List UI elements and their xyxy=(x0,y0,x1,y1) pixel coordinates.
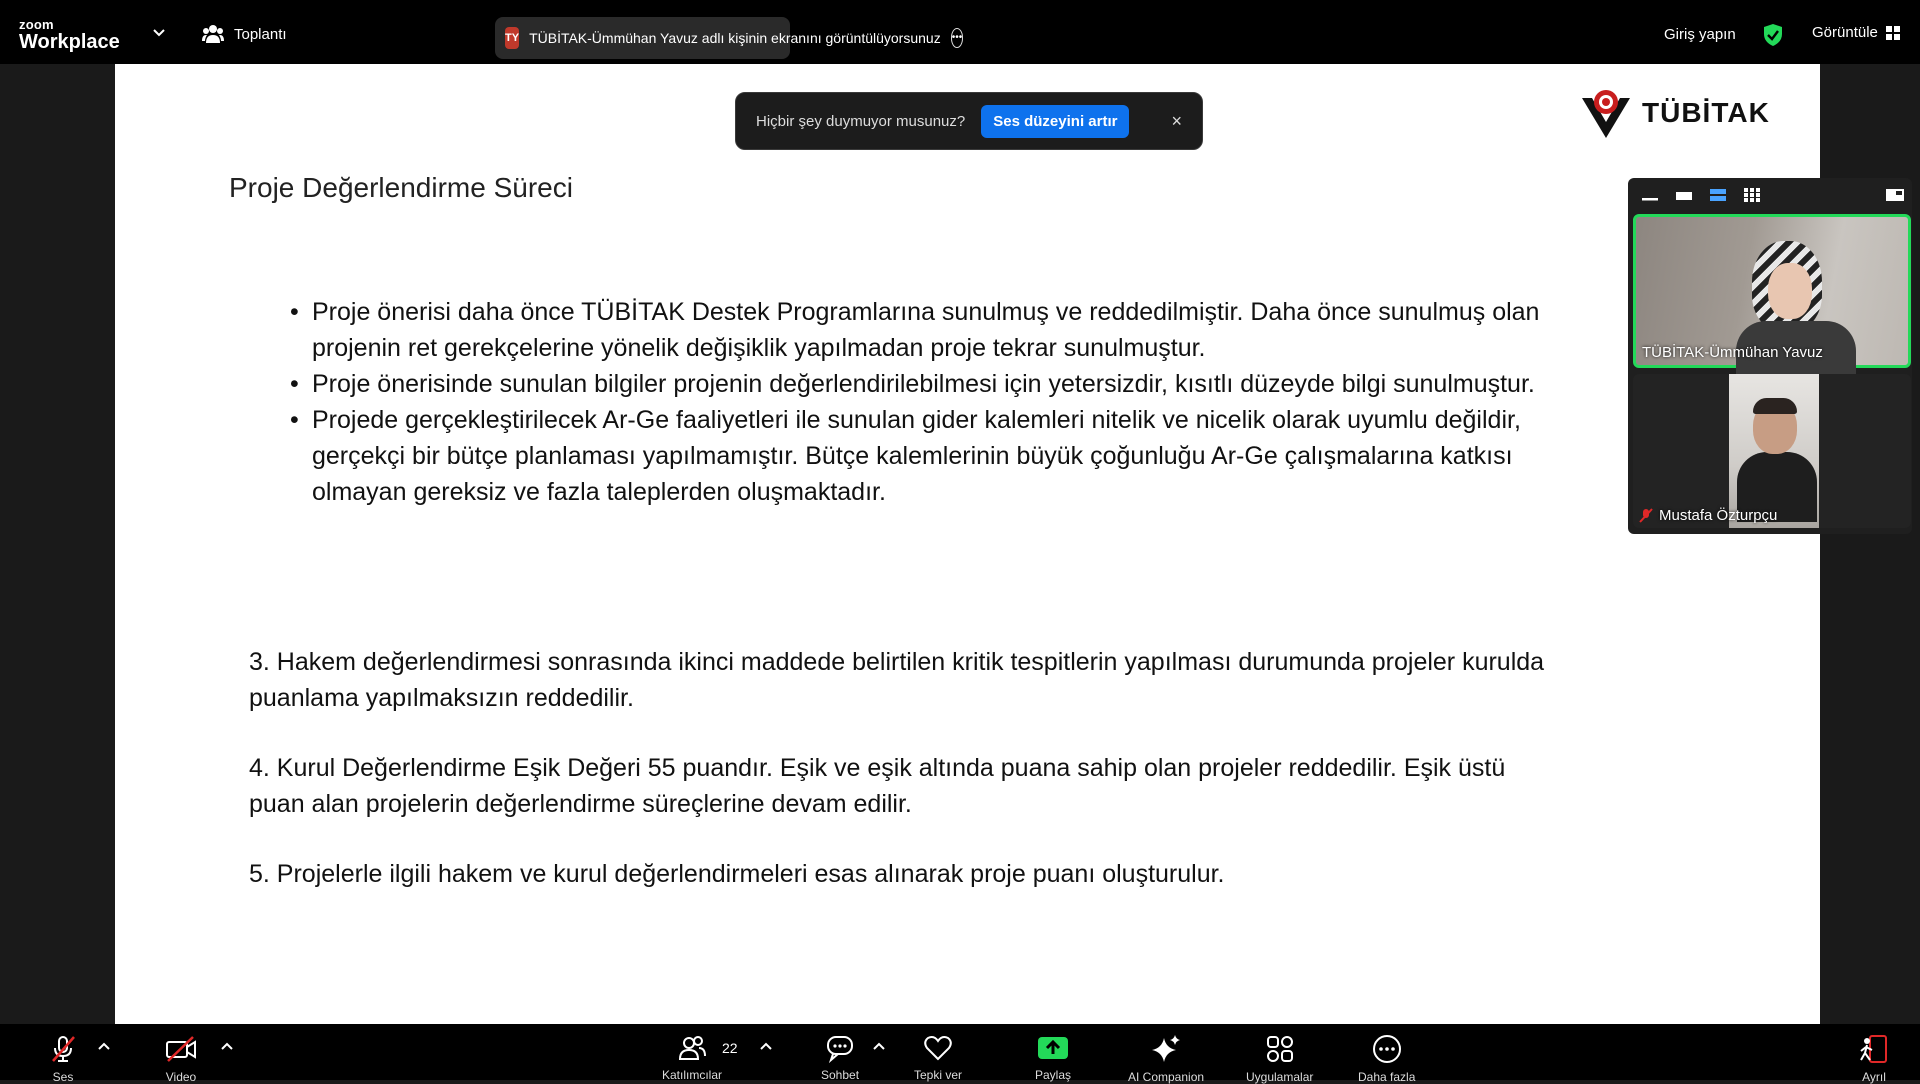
participants-button[interactable] xyxy=(662,1034,722,1082)
gallery-toolbar xyxy=(1628,178,1912,212)
security-shield-icon[interactable] xyxy=(1762,23,1784,47)
view-label: Görüntüle xyxy=(1812,24,1878,41)
top-bar xyxy=(0,0,1920,64)
people-icon xyxy=(202,24,224,44)
participant-name-text: Mustafa Özturpçu xyxy=(1659,507,1778,524)
chevron-up-icon[interactable] xyxy=(221,1042,233,1050)
video-tile[interactable] xyxy=(1633,374,1911,528)
leave-label: Ayrıl xyxy=(1862,1070,1886,1084)
more-options-icon[interactable]: ••• xyxy=(951,28,964,48)
screen-share-indicator[interactable] xyxy=(495,17,963,59)
leave-icon xyxy=(1858,1034,1890,1064)
slide-title: Proje Değerlendirme Süreci xyxy=(229,172,573,203)
mic-muted-icon xyxy=(48,1034,78,1064)
leave-button[interactable] xyxy=(1858,1034,1890,1084)
apps-label: Uygulamalar xyxy=(1246,1070,1314,1084)
bullet-item: • Proje önerisi daha önce TÜBİTAK Destek Programlarına sunulmuş ve reddedilmiştir. Daha önce sunulmuş olan projenin ret gerekçelerine yönelik değişiklik yapılmadan proje tekrar sunulmuştur. xyxy=(290,294,1580,366)
sharer-avatar: TY xyxy=(505,27,519,49)
more-label: Daha fazla xyxy=(1358,1070,1416,1084)
stack-view-icon[interactable] xyxy=(1710,188,1726,202)
participant-name xyxy=(1639,507,1777,524)
audio-label: Ses xyxy=(52,1070,74,1084)
shared-screen-area xyxy=(0,64,1920,1024)
meeting-label: Toplantı xyxy=(234,25,287,43)
notice-text: Hiçbir şey duymuyor musunuz? xyxy=(756,112,966,130)
paragraph-3: 3. Hakem değerlendirmesi sonrasında ikinci maddede belirtilen kritik tespitlerin yapılması durumunda projeler kurulda puanlama yapılmaksızın reddedilir. xyxy=(249,648,1545,712)
zoom-logo xyxy=(19,18,120,52)
bullet-item: • Proje önerisinde sunulan bilgiler projenin değerlendirilebilmesi için yetersizdir, kısıtlı düzeyde bilgi sunulmuştur. xyxy=(290,366,1580,402)
side-panel-icon[interactable] xyxy=(1886,188,1904,202)
participant-face xyxy=(1768,263,1812,319)
reactions-button[interactable] xyxy=(914,1034,962,1082)
chat-label: Sohbet xyxy=(821,1068,860,1082)
bullet-item: • Projede gerçekleştirilecek Ar-Ge faaliyetleri ile sunulan gider kalemleri nitelik ve nicelik olarak uyumlu değildir, gerçekçi bir bütçe planlaması yapılmamıştır. Bütçe kalemlerinin büyük çoğunluğu Ar-Ge çalışmalarına katkısı olmayan gereksiz ve fazla taleplerden oluşmaktadır. xyxy=(290,402,1580,510)
gallery-grid-icon[interactable] xyxy=(1744,188,1760,202)
participant-hair xyxy=(1753,398,1797,414)
chat-button[interactable] xyxy=(821,1034,859,1082)
chevron-down-icon[interactable] xyxy=(152,28,166,38)
participant-gallery xyxy=(1628,178,1912,534)
participants-icon xyxy=(678,1034,706,1062)
video-off-icon xyxy=(164,1034,198,1064)
reactions-label: Tepki ver xyxy=(914,1068,963,1082)
single-view-icon[interactable] xyxy=(1676,188,1692,202)
participants-count: 22 xyxy=(722,1040,738,1056)
paragraph-5: 5. Projelerle ilgili hakem ve kurul değerlendirmeleri esas alınarak proje puanı oluşturulur. xyxy=(249,860,1225,888)
participants-label: Katılımcılar xyxy=(662,1068,723,1082)
apps-button[interactable] xyxy=(1246,1034,1313,1084)
tubitak-logo xyxy=(1580,86,1770,140)
bullet-list xyxy=(290,294,1580,510)
more-icon xyxy=(1371,1034,1403,1064)
signin-link[interactable]: Giriş yapın xyxy=(1664,26,1736,43)
meeting-toolbar xyxy=(0,1024,1920,1084)
grid-icon xyxy=(1886,26,1900,40)
chevron-up-icon[interactable] xyxy=(873,1042,885,1050)
chat-icon xyxy=(825,1034,855,1062)
more-button[interactable] xyxy=(1358,1034,1415,1084)
audio-button[interactable] xyxy=(48,1034,78,1084)
video-tile-active-speaker[interactable] xyxy=(1633,214,1911,368)
paragraph-4: 4. Kurul Değerlendirme Eşik Değeri 55 puandır. Eşik ve eşik altında puana sahip olan projeler reddedilir. Eşik üstü puan alan projelerin değerlendirme süreçlerine devam edilir. xyxy=(249,754,1506,818)
heart-icon xyxy=(923,1034,953,1062)
participant-name xyxy=(1642,344,1823,361)
logo-workplace: Workplace xyxy=(19,31,120,53)
share-screen-icon xyxy=(1037,1034,1069,1062)
chevron-up-icon[interactable] xyxy=(98,1042,110,1050)
mic-muted-icon xyxy=(1639,508,1653,524)
share-label: Paylaş xyxy=(1035,1068,1072,1082)
minimize-icon[interactable] xyxy=(1642,188,1658,202)
share-title: TÜBİTAK-Ümmühan Yavuz adlı kişinin ekranını görüntülüyorsunuz xyxy=(529,30,941,46)
logo-zoom: zoom xyxy=(19,17,54,32)
ai-companion-button[interactable] xyxy=(1128,1034,1204,1084)
ai-companion-label: AI Companion xyxy=(1128,1070,1205,1084)
audio-notice xyxy=(735,92,1203,150)
increase-volume-button[interactable]: Ses düzeyini artır xyxy=(981,105,1129,138)
share-screen-button[interactable] xyxy=(1035,1034,1071,1082)
view-button[interactable] xyxy=(1812,24,1900,41)
presentation-slide xyxy=(115,64,1820,1024)
participant-name-text: TÜBİTAK-Ümmühan Yavuz xyxy=(1642,344,1823,361)
tubitak-wordmark: TÜBİTAK xyxy=(1642,97,1770,128)
video-label: Video xyxy=(165,1070,197,1084)
apps-icon xyxy=(1265,1034,1295,1064)
video-button[interactable] xyxy=(164,1034,198,1084)
sparkle-icon xyxy=(1150,1034,1182,1064)
close-icon[interactable]: × xyxy=(1171,110,1182,131)
meeting-menu-button[interactable] xyxy=(202,24,287,44)
chevron-up-icon[interactable] xyxy=(760,1042,772,1050)
tubitak-emblem-icon xyxy=(1580,86,1632,140)
